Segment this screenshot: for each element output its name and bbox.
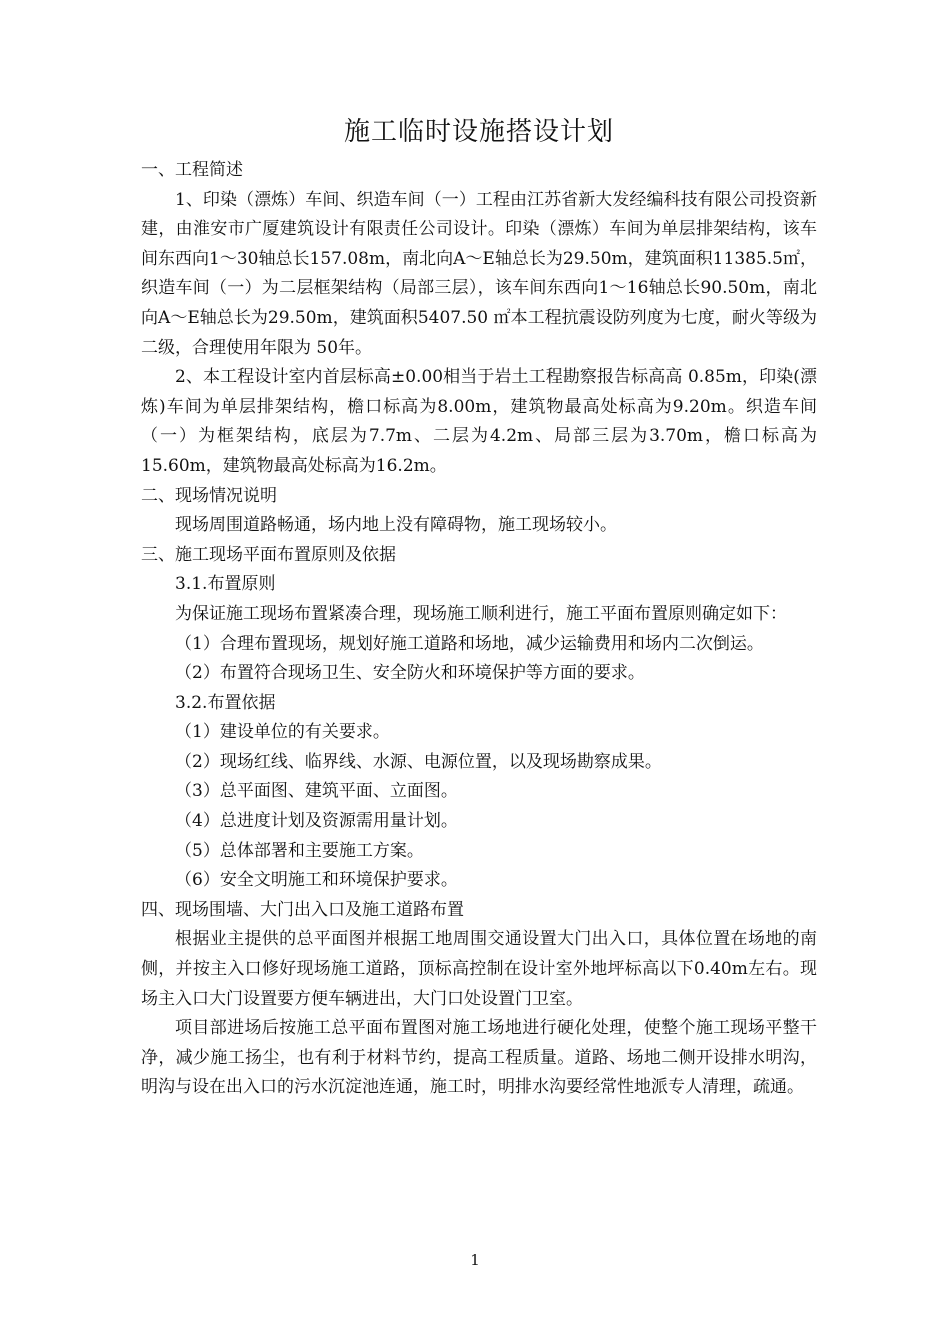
paragraph: （6）安全文明施工和环境保护要求。	[175, 870, 458, 891]
section-heading: 三、施工现场平面布置原则及依据	[141, 544, 396, 565]
paragraph: 1、印染（漂炼）车间、织造车间（一）工程由江苏省新大发经编科技有限公司投资新建，由淮安市广厦建筑设计有限责任公司设计。印染（漂炼）车间为单层排架结构，该车间东西向1～30轴总长157.08m，南北向A～E轴总长为29.50m，建筑面积11385.5㎡，织造车间（一）为二层框架结构（局部三层），该车间东西向1～16轴总长90.50m，南北向A～E轴总长为29.50m，建筑面积5407.50 ㎡本工程抗震设防列度为七度，耐火等级为二级，合理使用年限为 50年。	[141, 189, 817, 358]
paragraph: 现场周围道路畅通，场内地上没有障碍物，施工现场较小。	[175, 515, 617, 536]
document-page	[141, 112, 817, 1103]
paragraph: （5）总体部署和主要施工方案。	[175, 840, 424, 861]
paragraph: （1）合理布置现场，规划好施工道路和场地，减少运输费用和场内二次倒运。	[175, 633, 764, 654]
page-number: 1	[470, 1251, 480, 1269]
paragraph: 项目部进场后按施工总平面布置图对施工场地进行硬化处理，使整个施工现场平整干净，减少施工扬尘，也有利于材料节约，提高工程质量。道路、场地二侧开设排水明沟，明沟与设在出入口的污水沉淀池连通，施工时，明排水沟要经常性地派专人清理，疏通。	[141, 1018, 817, 1098]
document-body	[141, 156, 817, 1103]
paragraph: 3.1.布置原则	[175, 574, 276, 595]
paragraph: 3.2.布置依据	[175, 692, 276, 713]
section-heading: 二、现场情况说明	[141, 485, 277, 506]
paragraph: （4）总进度计划及资源需用量计划。	[175, 811, 458, 832]
paragraph: （3）总平面图、建筑平面、立面图。	[175, 781, 458, 802]
document-title: 施工临时设施搭设计划	[343, 117, 614, 147]
paragraph: 2、本工程设计室内首层标高±0.00相当于岩土工程勘察报告标高高 0.85m，印染(漂炼)车间为单层排架结构，檐口标高为8.00m，建筑物最高处标高为9.20m。织造车间（一）为框架结构，底层为7.7m、二层为4.2m、局部三层为3.70m，檐口标高为15.60m，建筑物最高处标高为16.2m。	[141, 367, 817, 476]
paragraph: （2）布置符合现场卫生、安全防火和环境保护等方面的要求。	[175, 663, 645, 684]
paragraph: （2）现场红线、临界线、水源、电源位置，以及现场勘察成果。	[175, 751, 662, 772]
paragraph: （1）建设单位的有关要求。	[175, 722, 390, 743]
section-heading: 四、现场围墙、大门出入口及施工道路布置	[141, 899, 464, 920]
paragraph: 根据业主提供的总平面图并根据工地周围交通设置大门出入口，具体位置在场地的南侧，并按主入口修好现场施工道路，顶标高控制在设计室外地坪标高以下0.40m左右。现场主入口大门设置要方便车辆进出，大门口处设置门卫室。	[141, 929, 817, 1009]
paragraph: 为保证施工现场布置紧凑合理，现场施工顺利进行，施工平面布置原则确定如下：	[175, 603, 787, 624]
section-heading: 一、工程简述	[141, 160, 243, 180]
